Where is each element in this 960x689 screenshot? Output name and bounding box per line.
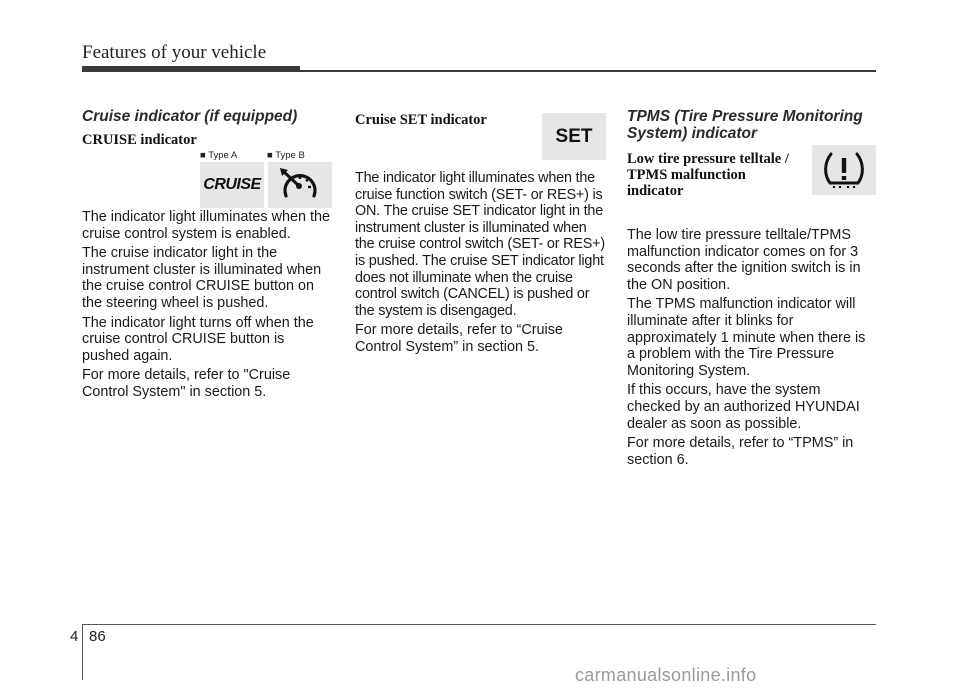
type-a-label: ■ Type A (200, 150, 238, 161)
subtitle-cruise-indicator: CRUISE indicator (82, 132, 197, 148)
section-title-tpms: TPMS (Tire Pressure Monitoring System) indicator (627, 108, 863, 142)
column-cruise-indicator (82, 108, 332, 404)
page-chapter-number: 4 (70, 628, 79, 645)
header-rule-thin (300, 70, 876, 72)
cruise-paragraph: The indicator light turns off when the cruise control CRUISE button is pushed again. (82, 314, 314, 364)
type-b-label: ■ Type B (267, 150, 305, 161)
cruise-set-body (355, 170, 605, 356)
subtitle-tpms: Low tire pressure telltale / TPMS malfunction indicator (627, 151, 789, 199)
tpms-body (627, 227, 877, 468)
cruise-icon-text: CRUISE (203, 176, 261, 193)
cruise-type-b-box (268, 162, 332, 208)
cruise-paragraph: The cruise indicator light in the instrument cluster is illuminated when the cruise control CRUISE button on the steering wheel is pushed. (82, 245, 322, 311)
header-rule-thick (82, 66, 300, 72)
cruise-body (82, 209, 332, 401)
cruise-set-paragraph: For more details, refer to “Cruise Control System” in section 5. (355, 322, 563, 355)
tpms-paragraph: The low tire pressure telltale/TPMS malfunction indicator comes on for 3 seconds after the ignition switch is in the ON position. (627, 227, 861, 293)
footer-rule (82, 624, 876, 625)
tpms-paragraph: For more details, refer to “TPMS” in section 6. (627, 435, 854, 468)
section-title-cruise: Cruise indicator (if equipped) (82, 108, 298, 125)
footer-rule-vertical (82, 624, 83, 680)
cruise-paragraph: For more details, refer to "Cruise Control System" in section 5. (82, 367, 291, 400)
tpms-paragraph: If this occurs, have the system checked by an authorized HYUNDAI dealer as soon as possible. (627, 382, 860, 432)
watermark: carmanualsonline.info (575, 665, 757, 685)
set-indicator-icon (542, 113, 606, 160)
tire-pressure-warning-icon (822, 150, 866, 190)
tpms-icon-box (812, 145, 876, 195)
subtitle-cruise-set: Cruise SET indicator (355, 112, 487, 128)
cruise-paragraph: The indicator light illuminates when the cruise control system is enabled. (82, 209, 330, 242)
tpms-paragraph: The TPMS malfunction indicator will illuminate after it blinks for approximately 1 minute when there is a problem with the Tire Pressure Monitoring System. (627, 296, 866, 379)
page-header-title: Features of your vehicle (82, 42, 267, 63)
page-number: 86 (89, 628, 106, 645)
cruise-speedometer-icon (279, 167, 321, 203)
cruise-type-a-icon (200, 162, 264, 208)
set-icon-text: SET (555, 125, 593, 147)
cruise-type-icons (82, 150, 332, 204)
cruise-set-paragraph: The indicator light illuminates when the cruise function switch (SET- or RES+) is ON. The cruise SET indicator light in the instrument cluster is illuminated when the cruise control switch (SET- or RES+) is pushed. The cruise SET indicator light does not illuminate when the cruise control switch (CANCEL) is pushed or the system is disengaged. (355, 170, 605, 319)
